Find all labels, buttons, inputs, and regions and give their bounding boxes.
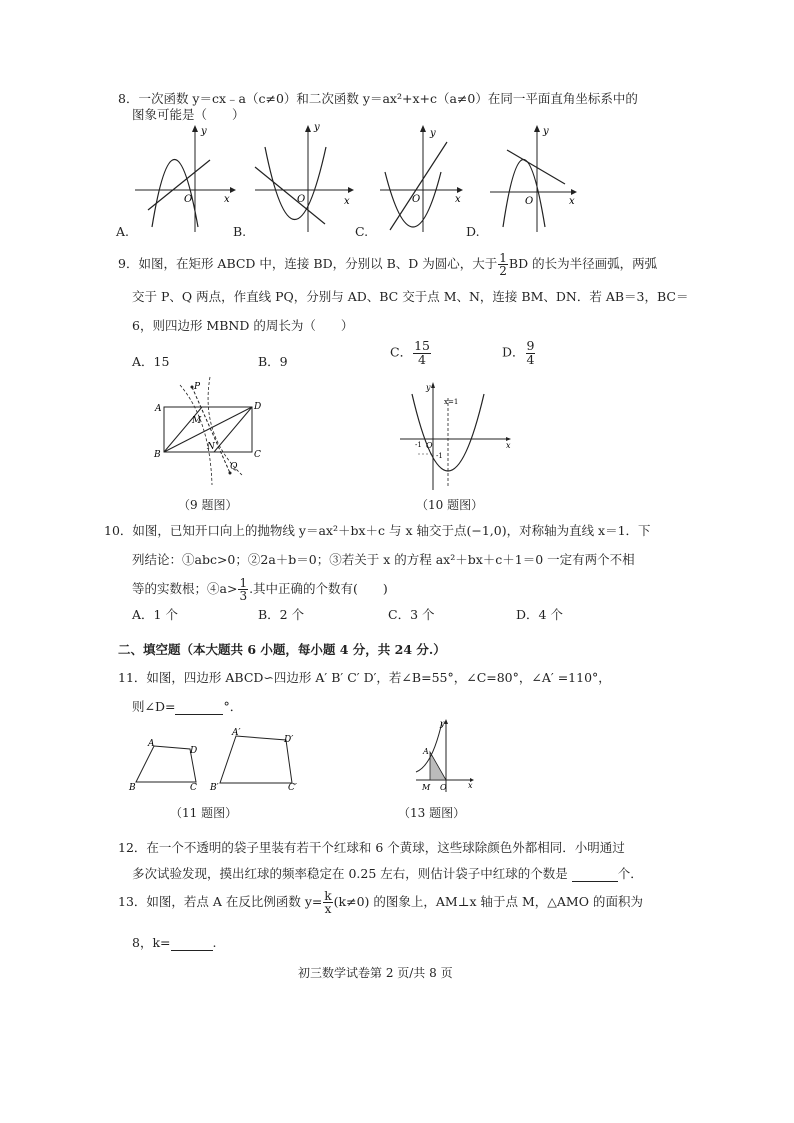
q8-line2: 图象可能是（ ）: [132, 107, 245, 122]
q8-graph-b: [250, 122, 360, 232]
q8-option-b: B.: [233, 224, 247, 239]
fig9-label-p: P: [194, 382, 201, 392]
q9-line1: [118, 252, 657, 277]
q9-line2: 交于 P、Q 两点，作直线 PQ，分别与 AD、BC 交于点 M、N，连接 BM、DN．若 AB＝3，BC＝: [132, 289, 689, 304]
q12-line1: 12．在一个不透明的袋子里装有若干个红球和 6 个黄球，这些球除颜色外都相同．小明通过: [118, 840, 625, 855]
fig11-label-c: C: [190, 783, 197, 793]
fig9-label-d: D: [254, 402, 262, 412]
fig9-label-b: B: [154, 450, 161, 460]
graph-b-y-label: y: [314, 122, 320, 133]
graph-b-x-label: x: [344, 196, 350, 207]
fig13-label-y: y: [440, 719, 445, 728]
figure-9: [150, 375, 270, 485]
q10-line3: [132, 577, 388, 602]
q12-line2b: 个．: [617, 866, 643, 881]
fig13-caption: （13 题图）: [398, 806, 466, 820]
q9-option-d-label: D．: [502, 344, 525, 360]
fig10-label-neg1: -1: [415, 441, 422, 449]
q9-line1a: 9．如图，在矩形 ABCD 中，连接 BD，分别以 B、D 为圆心，大于: [118, 256, 498, 271]
fig10-label-x: x: [506, 441, 511, 450]
figure-13: [408, 716, 478, 796]
figure-10: [398, 378, 518, 490]
q13-answer-blank[interactable]: [171, 935, 213, 951]
q13-line1a: 13．如图，若点 A 在反比例函数 y=: [118, 894, 323, 909]
graph-a-y-label: y: [201, 126, 207, 137]
graph-a-x-label: x: [224, 194, 230, 205]
q8-line1: 8．一次函数 y＝cx﹣a（c≠0）和二次函数 y＝ax²+x+c（a≠0）在同一平面直角坐标系中的: [118, 91, 638, 106]
q9-option-d-num: 9: [526, 338, 535, 353]
graph-b-o-label: O: [297, 194, 306, 205]
graph-a-o-label: O: [184, 194, 193, 205]
q11-answer-blank[interactable]: [175, 699, 223, 715]
fig10-caption: （10 题图）: [416, 498, 484, 512]
q9-option-c-den: 4: [418, 351, 426, 367]
q13-line2b: .: [212, 935, 217, 950]
fig11-label-d: D: [190, 746, 198, 756]
fig10-label-axis: x=1: [444, 398, 459, 406]
q12-answer-blank[interactable]: [572, 866, 618, 882]
q11-line2: [132, 697, 242, 715]
fig9-caption: （9 题图）: [178, 498, 238, 512]
q8-option-a: A.: [116, 224, 130, 239]
section-2-title: 二、填空题（本大题共 6 小题，每小题 4 分，共 24 分.）: [118, 642, 446, 657]
q13-frac-den: x: [324, 902, 332, 916]
graph-d-x-label: x: [569, 196, 575, 207]
graph-c-y-label: y: [430, 128, 436, 139]
q13-line2a: 8，k=: [132, 935, 171, 950]
fig10-label-neg1y: -1: [436, 452, 443, 460]
q10-third-num: 1: [239, 576, 248, 590]
q9-option-c: [390, 340, 432, 366]
q10-option-c: C．3 个: [388, 607, 435, 622]
q11-line2b: °．: [223, 699, 243, 714]
fig11-caption: （11 题图）: [170, 806, 238, 820]
q10-line2: 列结论：①abc>0；②2a＋b＝0；③若关于 x 的方程 ax²＋bx＋c＋1＝0 一定有两个不相: [132, 552, 635, 567]
q10-line3a: 等的实数根；④a>: [132, 581, 238, 596]
q8-option-c: C.: [355, 224, 369, 239]
q9-line3: 6，则四边形 MBND 的周长为（ ）: [132, 318, 354, 333]
q11-line1: 11．如图，四边形 ABCD∽四边形 A′ B′ C′ D′，若∠B=55°，∠C=80°，∠A′ =110°，: [118, 670, 611, 685]
fig10-label-y: y: [426, 383, 431, 392]
q13-line1: [118, 890, 643, 915]
fig9-label-m: M: [192, 416, 202, 426]
fig11-label-b2: B′: [210, 783, 219, 793]
q9-option-c-num: 15: [414, 338, 430, 353]
fig11-label-d2: D′: [284, 735, 294, 745]
q9-option-b: B．9: [258, 354, 288, 369]
q10-option-a: A．1 个: [132, 607, 178, 622]
fig13-label-a: A: [423, 747, 429, 756]
fig10-label-o: O: [426, 441, 433, 450]
fig9-label-n: N: [207, 442, 215, 452]
fig11-label-b: B: [129, 783, 136, 793]
q8-option-d: D.: [466, 224, 480, 239]
q8-graph-c: [375, 122, 485, 232]
q10-third-den: 3: [239, 589, 248, 603]
q11-line2a: 则∠D=: [132, 699, 176, 714]
fig9-label-a: A: [155, 404, 162, 414]
fig9-label-c: C: [254, 450, 261, 460]
q9-option-c-label: C．: [390, 344, 413, 360]
q8-graph-a: [130, 122, 240, 232]
graph-c-o-label: O: [412, 194, 421, 205]
q13-frac-num: k: [324, 889, 332, 903]
fig11-label-c2: C′: [288, 783, 297, 793]
q9-option-a: A．15: [132, 354, 170, 369]
q9-option-d: [502, 340, 536, 366]
q13-line2: [132, 933, 217, 951]
q12-line2: [132, 864, 643, 882]
q10-option-d: D．4 个: [516, 607, 563, 622]
q9-line1b: BD 的长为半径画弧，两弧: [508, 256, 658, 271]
q9-half-den: 2: [499, 264, 507, 278]
figure-11: [128, 726, 308, 796]
q9-half-num: 1: [499, 251, 507, 265]
fig11-label-a2: A′: [232, 728, 241, 738]
page-footer: 初三数学试卷第 2 页/共 8 页: [298, 966, 453, 980]
graph-d-y-label: y: [543, 126, 549, 137]
q10-line1: 10．如图，已知开口向上的抛物线 y＝ax²＋bx＋c 与 x 轴交于点(−1,0)，对称轴为直线 x＝1．下: [104, 523, 651, 538]
q9-option-d-den: 4: [526, 351, 535, 367]
q10-option-b: B．2 个: [258, 607, 305, 622]
fig9-label-q: Q: [230, 462, 238, 472]
fig13-label-x: x: [468, 781, 473, 790]
q12-line2a: 多次试验发现，摸出红球的频率稳定在 0.25 左右，则估计袋子中红球的个数是: [132, 866, 568, 881]
fig13-label-o: O: [440, 783, 447, 792]
q10-line3b: .其中正确的个数有( ): [249, 581, 388, 596]
fig11-label-a: A: [148, 739, 155, 749]
q8-graph-d: [485, 122, 595, 232]
q13-line1b: (k≠0) 的图象上，AM⊥x 轴于点 M，△AMO 的面积为: [333, 894, 643, 909]
graph-d-o-label: O: [525, 196, 534, 207]
fig13-label-m: M: [422, 783, 431, 792]
graph-c-x-label: x: [455, 194, 461, 205]
